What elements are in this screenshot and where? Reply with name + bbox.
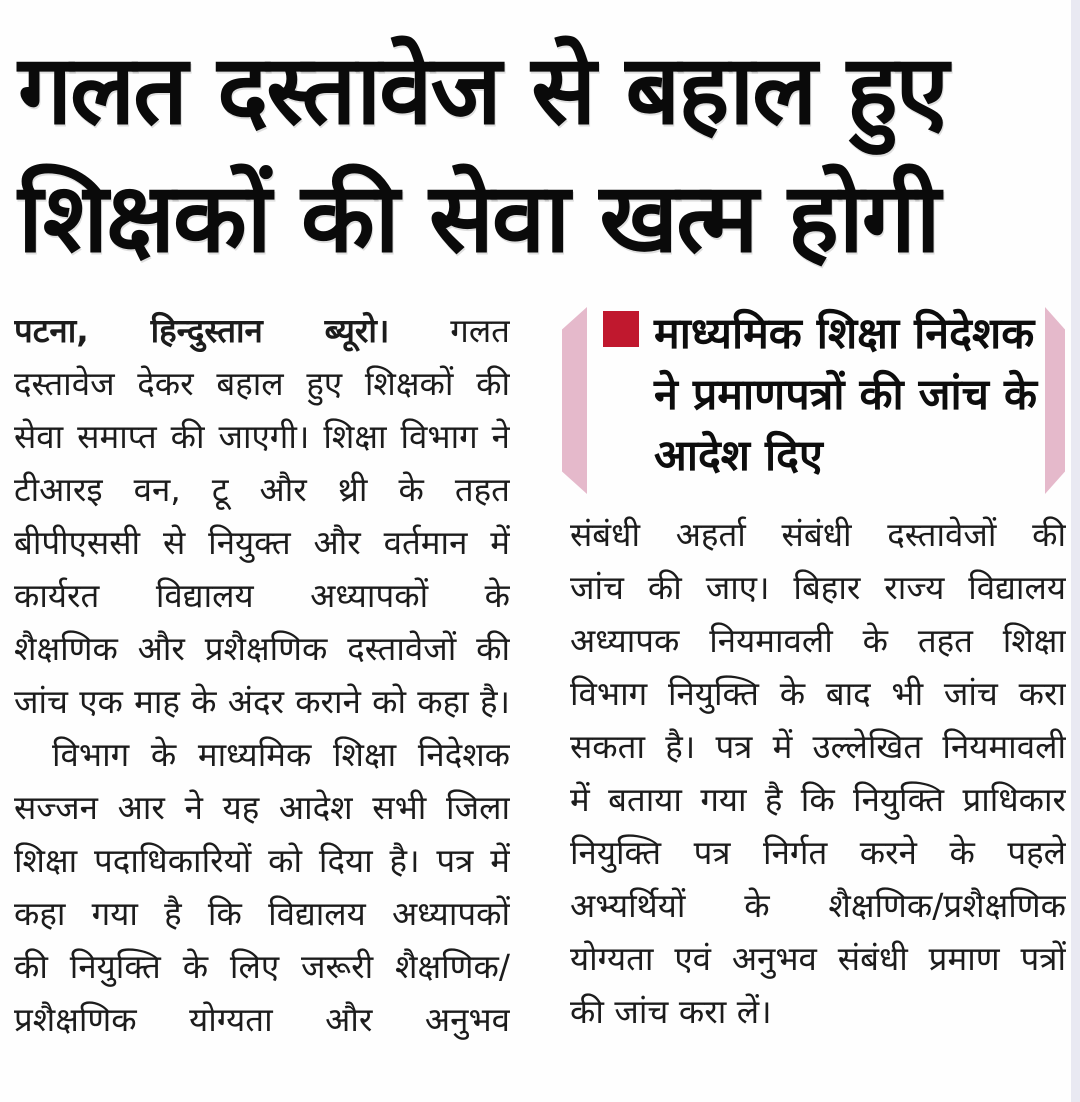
body-line: अध्यापक नियमावली के तहत शिक्षा — [570, 621, 1066, 660]
quote-right-bar-decoration — [1045, 307, 1065, 494]
article-body — [0, 282, 1080, 1046]
pull-quote-line: आदेश दिए — [654, 431, 823, 481]
square-bullet-icon — [603, 311, 639, 347]
body-line: कार्यरत विद्यालय अध्यापकों के — [14, 576, 510, 615]
body-line: बीपीएससी से नियुक्त और वर्तमान में — [14, 523, 510, 562]
pull-quote-line: माध्यमिक शिक्षा निदेशक — [654, 309, 1035, 359]
body-line: में बताया गया है कि नियुक्ति प्राधिकार — [570, 780, 1066, 819]
scan-edge-strip — [1071, 0, 1080, 1102]
right-column — [570, 304, 1066, 1046]
headline-line-2: शिक्षकों की सेवा खत्म होगी — [18, 162, 939, 274]
body-line: विभाग नियुक्ति के बाद भी जांच करा — [570, 674, 1066, 713]
pull-quote-box — [570, 304, 1066, 496]
body-line: विभाग के माध्यमिक शिक्षा निदेशक — [52, 735, 510, 774]
body-line: की नियुक्ति के लिए जरूरी शैक्षणिक/ — [14, 947, 510, 986]
body-line: शैक्षणिक और प्रशैक्षणिक दस्तावेजों की — [14, 629, 510, 668]
dateline-byline: पटना, हिन्दुस्तान ब्यूरो। — [14, 311, 390, 350]
pull-quote-line: ने प्रमाणपत्रों की जांच के — [654, 370, 1037, 420]
body-line: जांच की जाए। बिहार राज्य विद्यालय — [570, 568, 1066, 607]
article-headline — [0, 0, 1080, 282]
dateline-line — [14, 304, 510, 357]
body-line: जांच एक माह के अंदर कराने को कहा है। — [14, 682, 510, 721]
left-column-lines — [14, 357, 510, 1046]
dateline-rest: गलत — [450, 311, 510, 350]
left-column — [14, 304, 510, 1046]
body-line: नियुक्ति पत्र निर्गत करने के पहले — [570, 833, 1066, 872]
body-line: शिक्षा पदाधिकारियों को दिया है। पत्र में — [14, 841, 510, 880]
body-line: सेवा समाप्त की जाएगी। शिक्षा विभाग ने — [14, 417, 510, 456]
body-line: सकता है। पत्र में उल्लेखित नियमावली — [570, 727, 1066, 766]
pull-quote-lines — [570, 304, 1066, 487]
body-line: टीआरइ वन, टू और थ्री के तहत — [14, 470, 510, 509]
body-line: योग्यता एवं अनुभव संबंधी प्रमाण पत्रों — [570, 939, 1066, 978]
body-line: अभ्यर्थियों के शैक्षणिक/प्रशैक्षणिक — [570, 886, 1066, 925]
body-line: दस्तावेज देकर बहाल हुए शिक्षकों की — [14, 364, 510, 403]
headline-line-1: गलत दस्तावेज से बहाल हुए — [18, 34, 947, 146]
body-line: प्रशैक्षणिक योग्यता और अनुभव — [14, 1000, 510, 1039]
body-line: कहा गया है कि विद्यालय अध्यापकों — [14, 894, 510, 933]
body-line: संबंधी अहर्ता संबंधी दस्तावेजों की — [570, 515, 1066, 554]
quote-left-bar-decoration — [562, 307, 587, 494]
right-column-lines — [570, 508, 1066, 1038]
body-line: की जांच करा लें। — [570, 992, 772, 1031]
body-line: सज्जन आर ने यह आदेश सभी जिला — [14, 788, 510, 827]
